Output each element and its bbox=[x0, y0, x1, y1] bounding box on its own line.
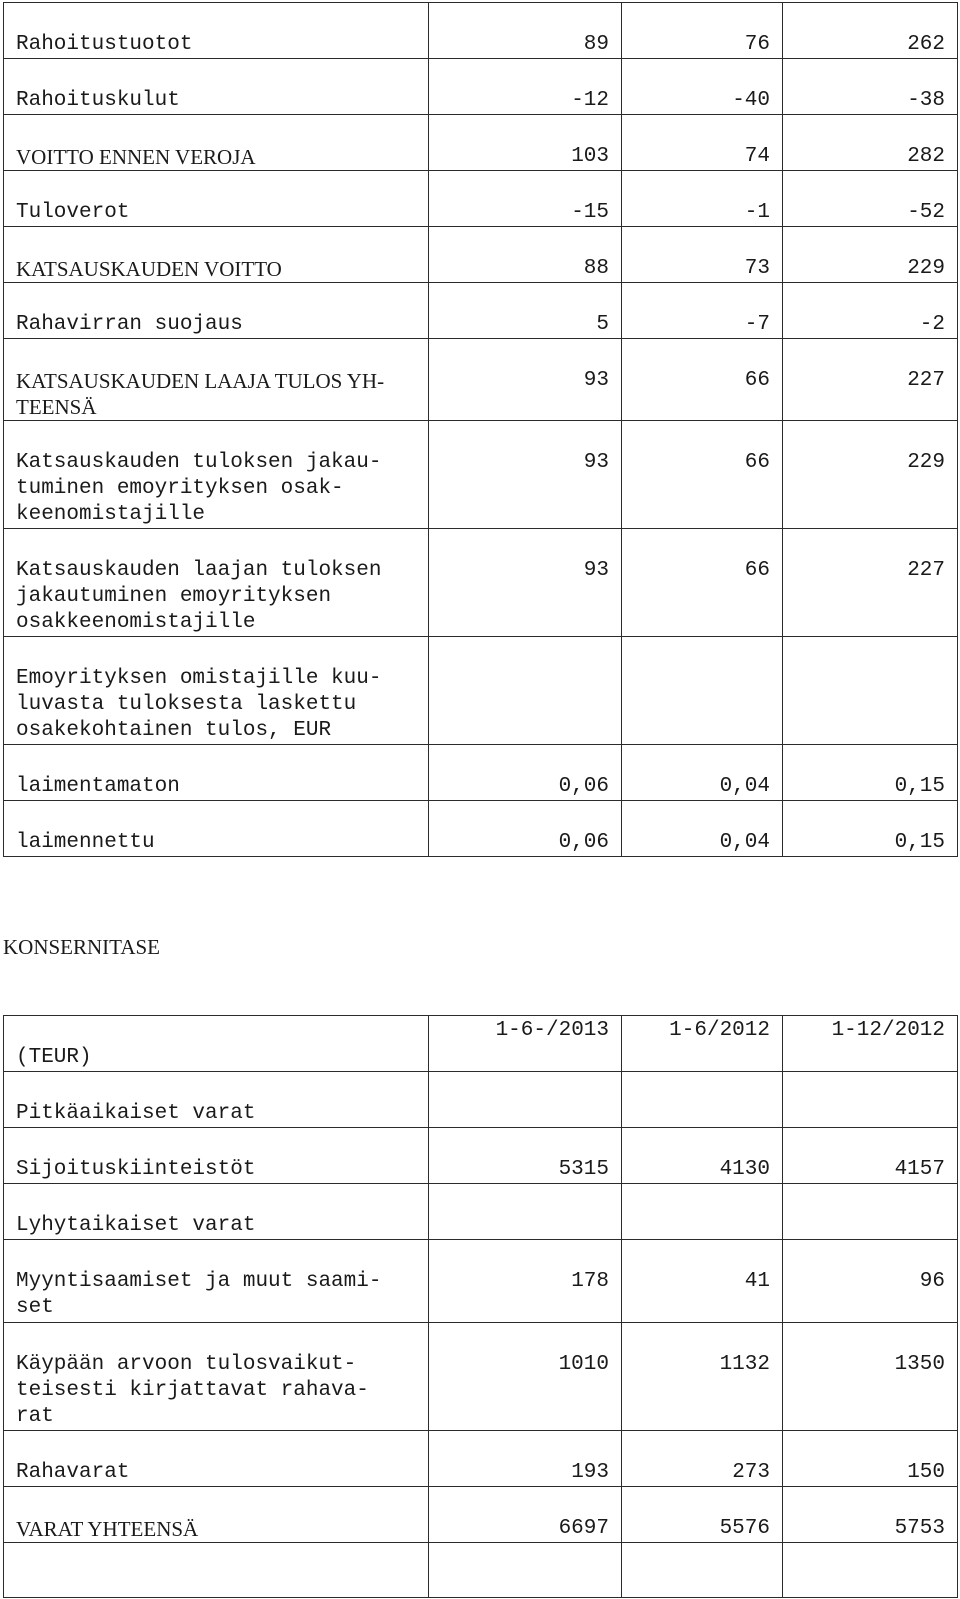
value-cell bbox=[429, 1072, 622, 1128]
value-cell: 96 bbox=[783, 1240, 958, 1323]
value-cell bbox=[429, 637, 622, 745]
value-cell: 89 bbox=[429, 3, 622, 59]
value-cell: 1132 bbox=[622, 1323, 783, 1431]
value-cell: 227 bbox=[783, 529, 958, 637]
row-label: Pitkäaikaiset varat bbox=[4, 1072, 429, 1128]
row-label: Katsauskauden tuloksen jakau- tuminen emoyrityksen osak- keenomistajille bbox=[4, 421, 429, 529]
table-row bbox=[4, 283, 958, 339]
value-cell: 5753 bbox=[783, 1487, 958, 1543]
empty-cell bbox=[622, 1543, 783, 1598]
value-cell: 93 bbox=[429, 339, 622, 421]
value-cell: 4157 bbox=[783, 1128, 958, 1184]
value-cell bbox=[622, 637, 783, 745]
column-header: 1-12/2012 bbox=[783, 1016, 958, 1072]
value-cell: 4130 bbox=[622, 1128, 783, 1184]
value-cell: 0,06 bbox=[429, 801, 622, 857]
row-label: Myyntisaamiset ja muut saami- set bbox=[4, 1240, 429, 1323]
value-cell: -2 bbox=[783, 283, 958, 339]
value-cell: 6697 bbox=[429, 1487, 622, 1543]
row-label: Rahavirran suojaus bbox=[4, 283, 429, 339]
value-cell: 73 bbox=[622, 227, 783, 283]
value-cell: 1010 bbox=[429, 1323, 622, 1431]
table-row bbox=[4, 171, 958, 227]
row-label: Tuloverot bbox=[4, 171, 429, 227]
column-header: 1-6/2012 bbox=[622, 1016, 783, 1072]
value-cell: 0,15 bbox=[783, 745, 958, 801]
table-row bbox=[4, 1184, 958, 1240]
value-cell: 5315 bbox=[429, 1128, 622, 1184]
empty-cell bbox=[4, 1543, 429, 1598]
table-row bbox=[4, 115, 958, 171]
table-row bbox=[4, 529, 958, 637]
row-label: Rahoituskulut bbox=[4, 59, 429, 115]
table-row bbox=[4, 1072, 958, 1128]
value-cell: 41 bbox=[622, 1240, 783, 1323]
empty-cell bbox=[429, 1543, 622, 1598]
value-cell: 5576 bbox=[622, 1487, 783, 1543]
value-cell: 103 bbox=[429, 115, 622, 171]
value-cell: 282 bbox=[783, 115, 958, 171]
table-row-empty bbox=[4, 1543, 958, 1598]
row-label: Käypään arvoon tulosvaikut- teisesti kirjattavat rahava- rat bbox=[4, 1323, 429, 1431]
row-label: VOITTO ENNEN VEROJA bbox=[4, 115, 429, 171]
table-row bbox=[4, 1128, 958, 1184]
value-cell: 88 bbox=[429, 227, 622, 283]
row-label: laimentamaton bbox=[4, 745, 429, 801]
row-label: KATSAUSKAUDEN LAAJA TULOS YH- TEENSÄ bbox=[4, 339, 429, 421]
value-cell bbox=[429, 1184, 622, 1240]
row-label: KATSAUSKAUDEN VOITTO bbox=[4, 227, 429, 283]
value-cell: 0,04 bbox=[622, 801, 783, 857]
table-row bbox=[4, 801, 958, 857]
value-cell: -1 bbox=[622, 171, 783, 227]
balance-sheet-table bbox=[3, 1015, 958, 1598]
row-label: Lyhytaikaiset varat bbox=[4, 1184, 429, 1240]
section-title: KONSERNITASE bbox=[3, 935, 160, 959]
unit-label: (TEUR) bbox=[4, 1016, 429, 1072]
table-row bbox=[4, 339, 958, 421]
table-row bbox=[4, 227, 958, 283]
value-cell: 227 bbox=[783, 339, 958, 421]
table-row bbox=[4, 1487, 958, 1543]
table-header-row bbox=[4, 1016, 958, 1072]
value-cell bbox=[783, 637, 958, 745]
row-label: Sijoituskiinteistöt bbox=[4, 1128, 429, 1184]
table-row bbox=[4, 745, 958, 801]
empty-cell bbox=[783, 1543, 958, 1598]
row-label: Katsauskauden laajan tuloksen jakautuminen emoyrityksen osakkeenomistajille bbox=[4, 529, 429, 637]
table-row bbox=[4, 3, 958, 59]
column-header: 1-6-/2013 bbox=[429, 1016, 622, 1072]
table-row bbox=[4, 1240, 958, 1323]
value-cell: 0,06 bbox=[429, 745, 622, 801]
value-cell: -38 bbox=[783, 59, 958, 115]
table-row bbox=[4, 637, 958, 745]
value-cell: -15 bbox=[429, 171, 622, 227]
value-cell: 5 bbox=[429, 283, 622, 339]
value-cell: 1350 bbox=[783, 1323, 958, 1431]
row-label: Emoyrityksen omistajille kuu- luvasta tuloksesta laskettu osakekohtainen tulos, EUR bbox=[4, 637, 429, 745]
value-cell: 178 bbox=[429, 1240, 622, 1323]
value-cell bbox=[783, 1072, 958, 1128]
value-cell: -7 bbox=[622, 283, 783, 339]
value-cell: -52 bbox=[783, 171, 958, 227]
table-row bbox=[4, 421, 958, 529]
value-cell: 93 bbox=[429, 529, 622, 637]
value-cell: 0,04 bbox=[622, 745, 783, 801]
row-label: VARAT YHTEENSÄ bbox=[4, 1487, 429, 1543]
value-cell: 229 bbox=[783, 421, 958, 529]
income-statement-table bbox=[3, 2, 958, 857]
value-cell bbox=[622, 1072, 783, 1128]
value-cell: 262 bbox=[783, 3, 958, 59]
value-cell: 76 bbox=[622, 3, 783, 59]
value-cell: 0,15 bbox=[783, 801, 958, 857]
row-label: Rahavarat bbox=[4, 1431, 429, 1487]
table-row bbox=[4, 1323, 958, 1431]
table-row bbox=[4, 59, 958, 115]
value-cell: 193 bbox=[429, 1431, 622, 1487]
value-cell bbox=[622, 1184, 783, 1240]
value-cell: 74 bbox=[622, 115, 783, 171]
value-cell: 66 bbox=[622, 421, 783, 529]
value-cell: -40 bbox=[622, 59, 783, 115]
table-row bbox=[4, 1431, 958, 1487]
value-cell bbox=[783, 1184, 958, 1240]
value-cell: 273 bbox=[622, 1431, 783, 1487]
row-label: Rahoitustuotot bbox=[4, 3, 429, 59]
value-cell: 229 bbox=[783, 227, 958, 283]
value-cell: 93 bbox=[429, 421, 622, 529]
value-cell: 150 bbox=[783, 1431, 958, 1487]
value-cell: -12 bbox=[429, 59, 622, 115]
value-cell: 66 bbox=[622, 339, 783, 421]
row-label: laimennettu bbox=[4, 801, 429, 857]
value-cell: 66 bbox=[622, 529, 783, 637]
